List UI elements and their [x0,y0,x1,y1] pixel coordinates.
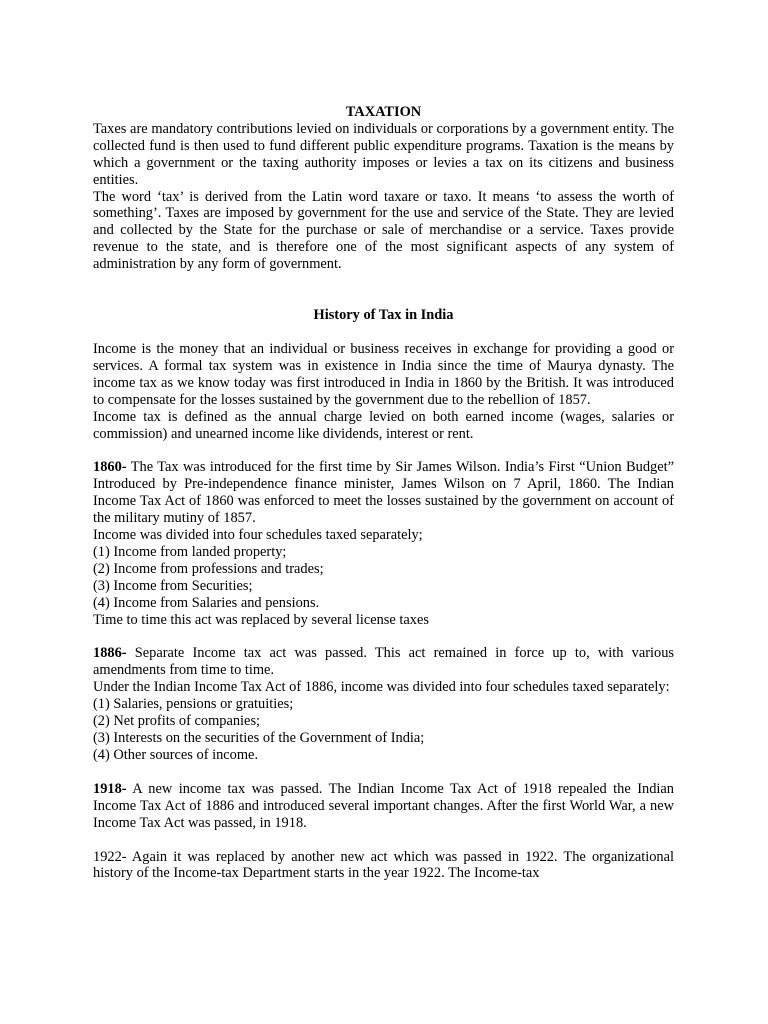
spacer [93,273,674,307]
spacer [93,628,674,645]
spacer [93,832,674,849]
list-item: (4) Income from Salaries and pensions. [93,594,320,611]
document-title: TAXATION [345,104,422,120]
spacer [93,764,674,781]
history-paragraph-1: Income is the money that an individual or business receives in exchange for providing a good or services. A formal tax system was in existence in India since the time of Maurya dynasty. The income tax as we know today was first introduced in India in 1860 by the British. It was introduced to compensate for the losses sustained by the government due to the rebellion of 1857. [93,340,674,408]
list-item: (1) Income from landed property; [93,543,287,560]
intro-paragraph-1: Taxes are mandatory contributions levied on individuals or corporations by a government entity. The collected fund is then used to fund different public expenditure programs. Taxation is the means by which a government or the taxing authority imposes or levies a tax on its citizens and business entities. [93,120,674,188]
intro-paragraph-2: The word ‘tax’ is derived from the Latin word taxare or taxo. It means ‘to assess the worth of something’. Taxes are imposed by government for the use and service of the State. They are levied and collected by the State for the purchase or sale of merchandise or a service. Taxes provide revenue to the state, and is therefore one of the most significant aspects of any system of administration by any form of government. [93,188,674,273]
list-item: (2) Income from professions and trades; [93,560,324,577]
year-1860-label: 1860- [93,459,127,476]
spacer [93,442,674,459]
year-1860-paragraph [93,459,674,527]
year-1886-label: 1886- [93,645,127,662]
year-1922-paragraph: 1922- Again it was replaced by another new act which was passed in 1922. The organizational history of the Income-tax Department starts in the year 1922. The Income-tax [93,848,674,882]
list-item: (2) Net profits of companies; [93,713,261,730]
list-item: (3) Interests on the securities of the Government of India; [93,730,425,746]
year-1918-label: 1918- [93,780,127,797]
document-page [93,104,674,882]
year-1918-paragraph [93,781,674,832]
list-item: (4) Other sources of income. [93,746,259,763]
year-1886-schedules-intro: Under the Indian Income Tax Act of 1886, income was divided into four schedules taxed separately: [93,679,670,696]
list-item: (1) Salaries, pensions or gratuities; [93,696,294,713]
spacer [93,324,674,341]
year-1886-text: Separate Income tax act was passed. This act remained in force up to, with various amendments from time to time. [93,645,674,679]
history-paragraph-2: Income tax is defined as the annual charge levied on both earned income (wages, salaries or commission) and unearned income like dividends, interest or rent. [93,408,674,442]
year-1918-text: A new income tax was passed. The Indian Income Tax Act of 1918 repealed the Indian Income Tax Act of 1886 and introduced several important changes. After the first World War, a new Income Tax Act was passed, in 1918. [93,780,674,831]
section-heading-history: History of Tax in India [313,307,454,324]
year-1886-paragraph [93,645,674,679]
year-1860-text: The Tax was introduced for the first time by Sir James Wilson. India’s First “Union Budget” Introduced by Pre-independence finance minister, James Wilson on 7 April, 1860. The Indian Income Tax Act of 1860 was enforced to meet the losses sustained by the government on account of the military mutiny of 1857. [93,459,674,527]
year-1860-outro: Time to time this act was replaced by several license taxes [93,611,429,628]
year-1860-schedules-intro: Income was divided into four schedules taxed separately; [93,527,423,544]
list-item: (3) Income from Securities; [93,577,253,594]
